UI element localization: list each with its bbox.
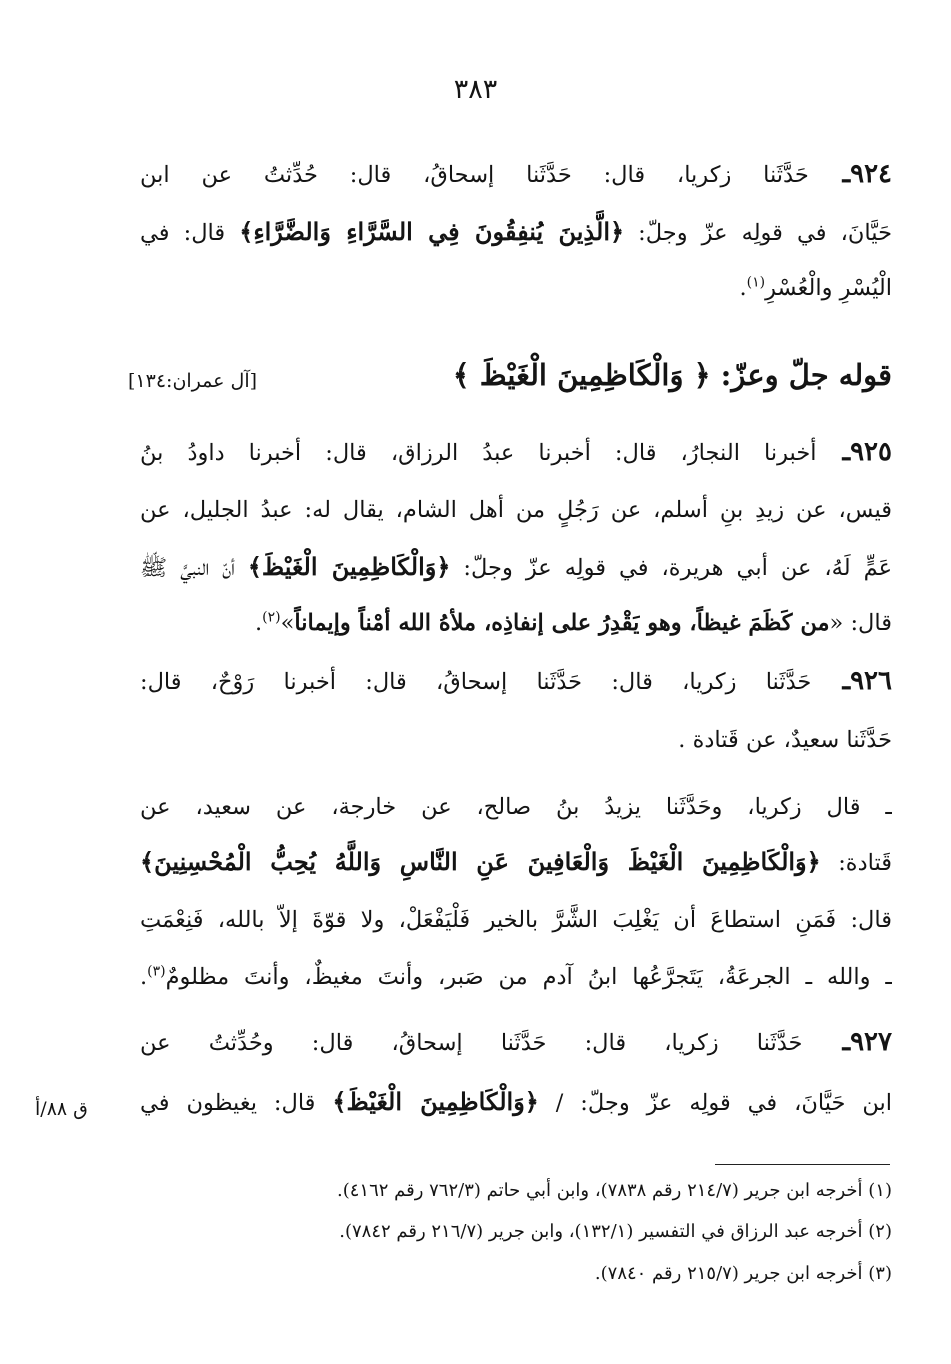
text-line-5 [140, 488, 892, 536]
footnote-1: (١) أخرجه ابن جرير (٢١٤/٧ رقم ٧٨٣٨)، وابن أبي حاتم (٧٦٢/٣ رقم ٤١٦٢). [336, 1180, 892, 1201]
hadith-number: ٩٢٦ـ [811, 666, 892, 696]
text-line-1 [140, 152, 892, 200]
footnote-2: (٢) أخرجه عبد الرزاق في التفسير (١٣٢/١)، وابن جرير (٢١٦/٧ رقم ٧٨٤٢). [339, 1221, 892, 1242]
manuscript-margin-note: ق ٨٨/أ [35, 1098, 88, 1120]
text-line-3 [140, 266, 892, 314]
footnote-marker: (٢) [262, 609, 281, 626]
hadith-number: ٩٢٧ـ [802, 1027, 892, 1057]
text-line-2 [140, 210, 892, 258]
text-line-15 [140, 1080, 892, 1128]
quran-verse: ﴿وَالْكَاظِمِينَ الْغَيْظَ﴾ [332, 1087, 539, 1116]
footnote-marker: (١) [746, 274, 766, 291]
text-line-14 [140, 1020, 892, 1068]
text-line-11 [140, 840, 892, 888]
quran-verse: ﴿وَالْكَاظِمِينَ الْغَيْظَ وَالْعَافِينَ عَنِ النَّاسِ وَاللَّهُ يُحِبُّ الْمُحْسِنِينَ﴾ [140, 847, 821, 876]
text-segment: . [255, 610, 263, 636]
text-line-9 [140, 718, 892, 766]
hadith-number: ٩٢٤ـ [808, 159, 892, 189]
footnote-marker: (٣) [147, 963, 166, 980]
heading-title [453, 358, 892, 392]
hadith-number: ٩٢٥ـ [816, 437, 892, 467]
text-segment: » [280, 610, 295, 636]
text-segment: قيس، عن زيدِ بنِ أسلم، عن رَجُلٍ من أهل الشام، يقال له: عبدُ الجليل، عن [140, 497, 892, 523]
text-segment: حَدَّثَنا زكريا، قال: حَدَّثَنا إسحاقُ، قال: أخبرنا رَوْحٌ، قال: [140, 669, 812, 695]
quran-verse: ﴿وَالْكَاظِمِينَ الْغَيْظَ﴾ [247, 552, 451, 581]
text-segment: حَيَّانَ، في قولِه عزّ وجلّ: [624, 220, 892, 246]
text-segment: قَتادة: [820, 850, 892, 876]
verse-reference: [آل عمران:١٣٤] [128, 370, 258, 392]
text-segment: أخبرنا النجارُ، قال: أخبرنا عبدُ الرزاق، قال: أخبرنا داودُ بنُ [140, 440, 817, 466]
text-segment: قال: « [829, 610, 892, 636]
text-segment: قال: في [140, 220, 240, 246]
text-segment: ـ والله ـ الجرعَةُ، يَتَجرَّعُها ابنُ آدم من صَبر، وأنتَ مغيظٌ، وأنتَ مظلومٌ [165, 964, 892, 990]
text-segment: حَدَّثَنا زكريا، قال: حَدَّثَنا إسحاقُ، قال: وحُدِّثتُ عن [140, 1030, 803, 1056]
heading-verse: ﴿ وَالْكَاظِمِينَ الْغَيْظَ ﴾ [452, 358, 711, 392]
hadith-quote: من كَظَمَ غيظاً، وهو يَقْدِرُ على إنفاذِه، ملأهُ الله أمْناً وإيماناً [294, 610, 830, 636]
text-segment: الْيُسْرِ والْعُسْرِ [765, 275, 892, 301]
text-line-13 [140, 955, 892, 1003]
text-segment: أنّ النبيَّ ﷺ [140, 555, 248, 581]
text-segment: حَدَّثَنا سعيدٌ، عن قَتادة . [678, 727, 892, 753]
text-line-4 [140, 430, 892, 478]
text-segment: حَدَّثَنا زكريا، قال: حَدَّثَنا إسحاقُ، قال: حُدِّثتُ عن ابن [140, 162, 809, 188]
text-segment: . [739, 275, 747, 301]
text-line-12 [140, 898, 892, 946]
text-line-10 [140, 785, 892, 833]
section-heading [60, 358, 892, 414]
text-segment: قال: فَمَنِ استطاعَ أن يَغْلِبَ الشَّرَّ بالخير فَلْيَفْعَلْ، ولا قوّةَ إلاّ بالله، فَنِعْمَتِ [140, 907, 892, 933]
page-number: ٣٨٣ [453, 74, 498, 105]
quran-verse: ﴿الَّذِينَ يُنفِقُونَ فِي السَّرَّاءِ وَالضَّرَّاءِ﴾ [239, 217, 625, 246]
text-line-6 [140, 545, 892, 593]
text-line-7 [140, 601, 892, 649]
text-segment: قال: يغيظون في [140, 1090, 333, 1116]
text-segment: ـ قال زكريا، وحَدَّثَنا يزيدُ بنُ صالح، عن خارجة، عن سعيد، عن [140, 794, 892, 820]
text-segment: عَمٍّ لَهُ، عن أبي هريرة، في قولِه عزّ وجلّ: [450, 555, 892, 581]
text-segment: ابن حَيَّانَ، في قولِه عزّ وجلّ: / [538, 1090, 892, 1116]
footnote-3: (٣) أخرجه ابن جرير (٢١٥/٧ رقم ٧٨٤٠). [594, 1263, 892, 1284]
heading-title-prefix: قوله جلّ وعزّ: [710, 358, 892, 392]
footnote-divider [715, 1164, 890, 1165]
text-line-8 [140, 659, 892, 707]
text-segment: . [140, 964, 148, 990]
